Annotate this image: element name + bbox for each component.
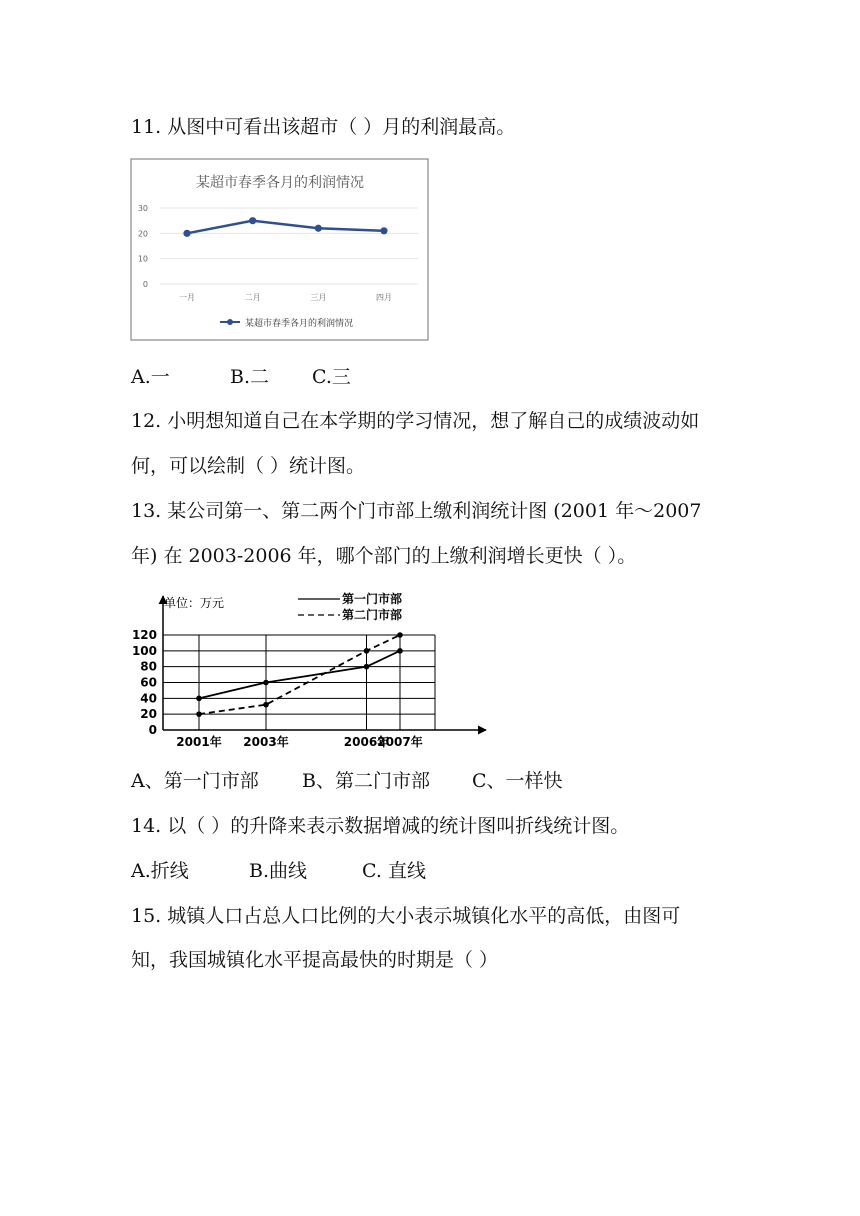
chart2-y-tick-label: 100 <box>131 643 157 658</box>
chart1-y-tick-label: 10 <box>137 254 148 264</box>
chart1-data-point <box>249 217 256 224</box>
chart1-x-tick-label: 四月 <box>376 293 392 302</box>
question-12-line-1: 12. 小明想知道自己在本学期的学习情况，想了解自己的成绩波动如 <box>131 410 700 432</box>
chart2-y-tick-label: 60 <box>140 675 157 690</box>
chart1-legend-label: 某超市春季各月的利润情况 <box>245 319 354 329</box>
chart2-x-tick-label: 2001年 <box>176 735 222 749</box>
chart1-data-point <box>183 230 190 237</box>
question-13-line-2: 年) 在 2003-2006 年，哪个部门的上缴利润增长更快（ ）。 <box>131 545 637 567</box>
chart1-data-point <box>315 225 322 232</box>
chart2-series-line-1 <box>199 651 400 699</box>
question-13-line-1: 13. 某公司第一、第二两个门市部上缴利润统计图 (2001 年～2007 <box>131 500 702 522</box>
chart2-y-tick-label: 0 <box>148 723 157 737</box>
q14-option-a: A.折线 <box>131 860 189 882</box>
chart2-legend-label-1: 第一门市部 <box>342 592 403 606</box>
chart2-data-point <box>263 680 269 686</box>
question-14: 14. 以（ ）的升降来表示数据增减的统计图叫折线统计图。 <box>131 815 630 837</box>
chart2-x-tick-label: 2003年 <box>243 735 289 749</box>
chart2-y-tick-label: 80 <box>140 659 157 674</box>
q11-option-c: C.三 <box>312 366 351 388</box>
chart2-data-point <box>397 648 403 654</box>
chart2-y-tick-label: 120 <box>131 628 157 642</box>
chart1-title: 某超市春季各月的利润情况 <box>196 175 364 191</box>
q11-option-b: B.二 <box>230 366 270 388</box>
chart1-y-tick-label: 0 <box>142 280 148 289</box>
q14-option-b: B.曲线 <box>249 860 308 882</box>
question-12-line-2: 何，可以绘制（ ）统计图。 <box>131 455 366 477</box>
chart2-legend <box>298 591 402 622</box>
chart1-x-tick-label: 一月 <box>179 293 195 302</box>
chart2-legend-label-2: 第二门市部 <box>342 608 403 622</box>
q13-option-a: A、第一门市部 <box>131 770 259 792</box>
chart1-x-tick-label: 二月 <box>244 293 261 302</box>
q13-option-c: C、一样快 <box>472 770 563 792</box>
q13-option-b: B、第二门市部 <box>302 770 430 792</box>
chart2-data-point <box>263 702 269 708</box>
chart1-legend-marker <box>227 319 233 325</box>
chart2-unit-label: 单位：万元 <box>164 596 225 610</box>
chart-supermarket-profit <box>130 158 430 342</box>
chart2-data-point <box>364 648 370 654</box>
chart2-y-tick-label: 20 <box>140 707 157 722</box>
chart2-data-point <box>397 632 403 638</box>
q11-option-a: A.一 <box>131 366 170 388</box>
chart2-data-point <box>196 711 202 717</box>
question-15-line-2: 知，我国城镇化水平提高最快的时期是（ ） <box>131 949 499 971</box>
question-15-line-1: 15. 城镇人口占总人口比例的大小表示城镇化水平的高低，由图可 <box>131 905 681 927</box>
question-11: 11. 从图中可看出该超市（ ）月的利润最高。 <box>131 116 516 138</box>
chart2-x-tick-label: 2006年 <box>343 735 390 749</box>
chart-store-profits <box>130 588 500 752</box>
chart1-y-tick-label: 30 <box>137 204 148 213</box>
chart1-x-tick-label: 三月 <box>310 293 327 302</box>
chart2-y-tick-label: 40 <box>140 691 157 706</box>
chart2-data-point <box>364 664 370 670</box>
chart2-x-tick-label: 2007年 <box>377 735 423 749</box>
chart2-series-line-2 <box>199 635 400 714</box>
chart1-y-tick-label: 20 <box>137 229 148 239</box>
q14-option-c: C. 直线 <box>362 860 426 882</box>
chart2-data-point <box>196 696 202 702</box>
chart1-data-point <box>380 227 387 234</box>
